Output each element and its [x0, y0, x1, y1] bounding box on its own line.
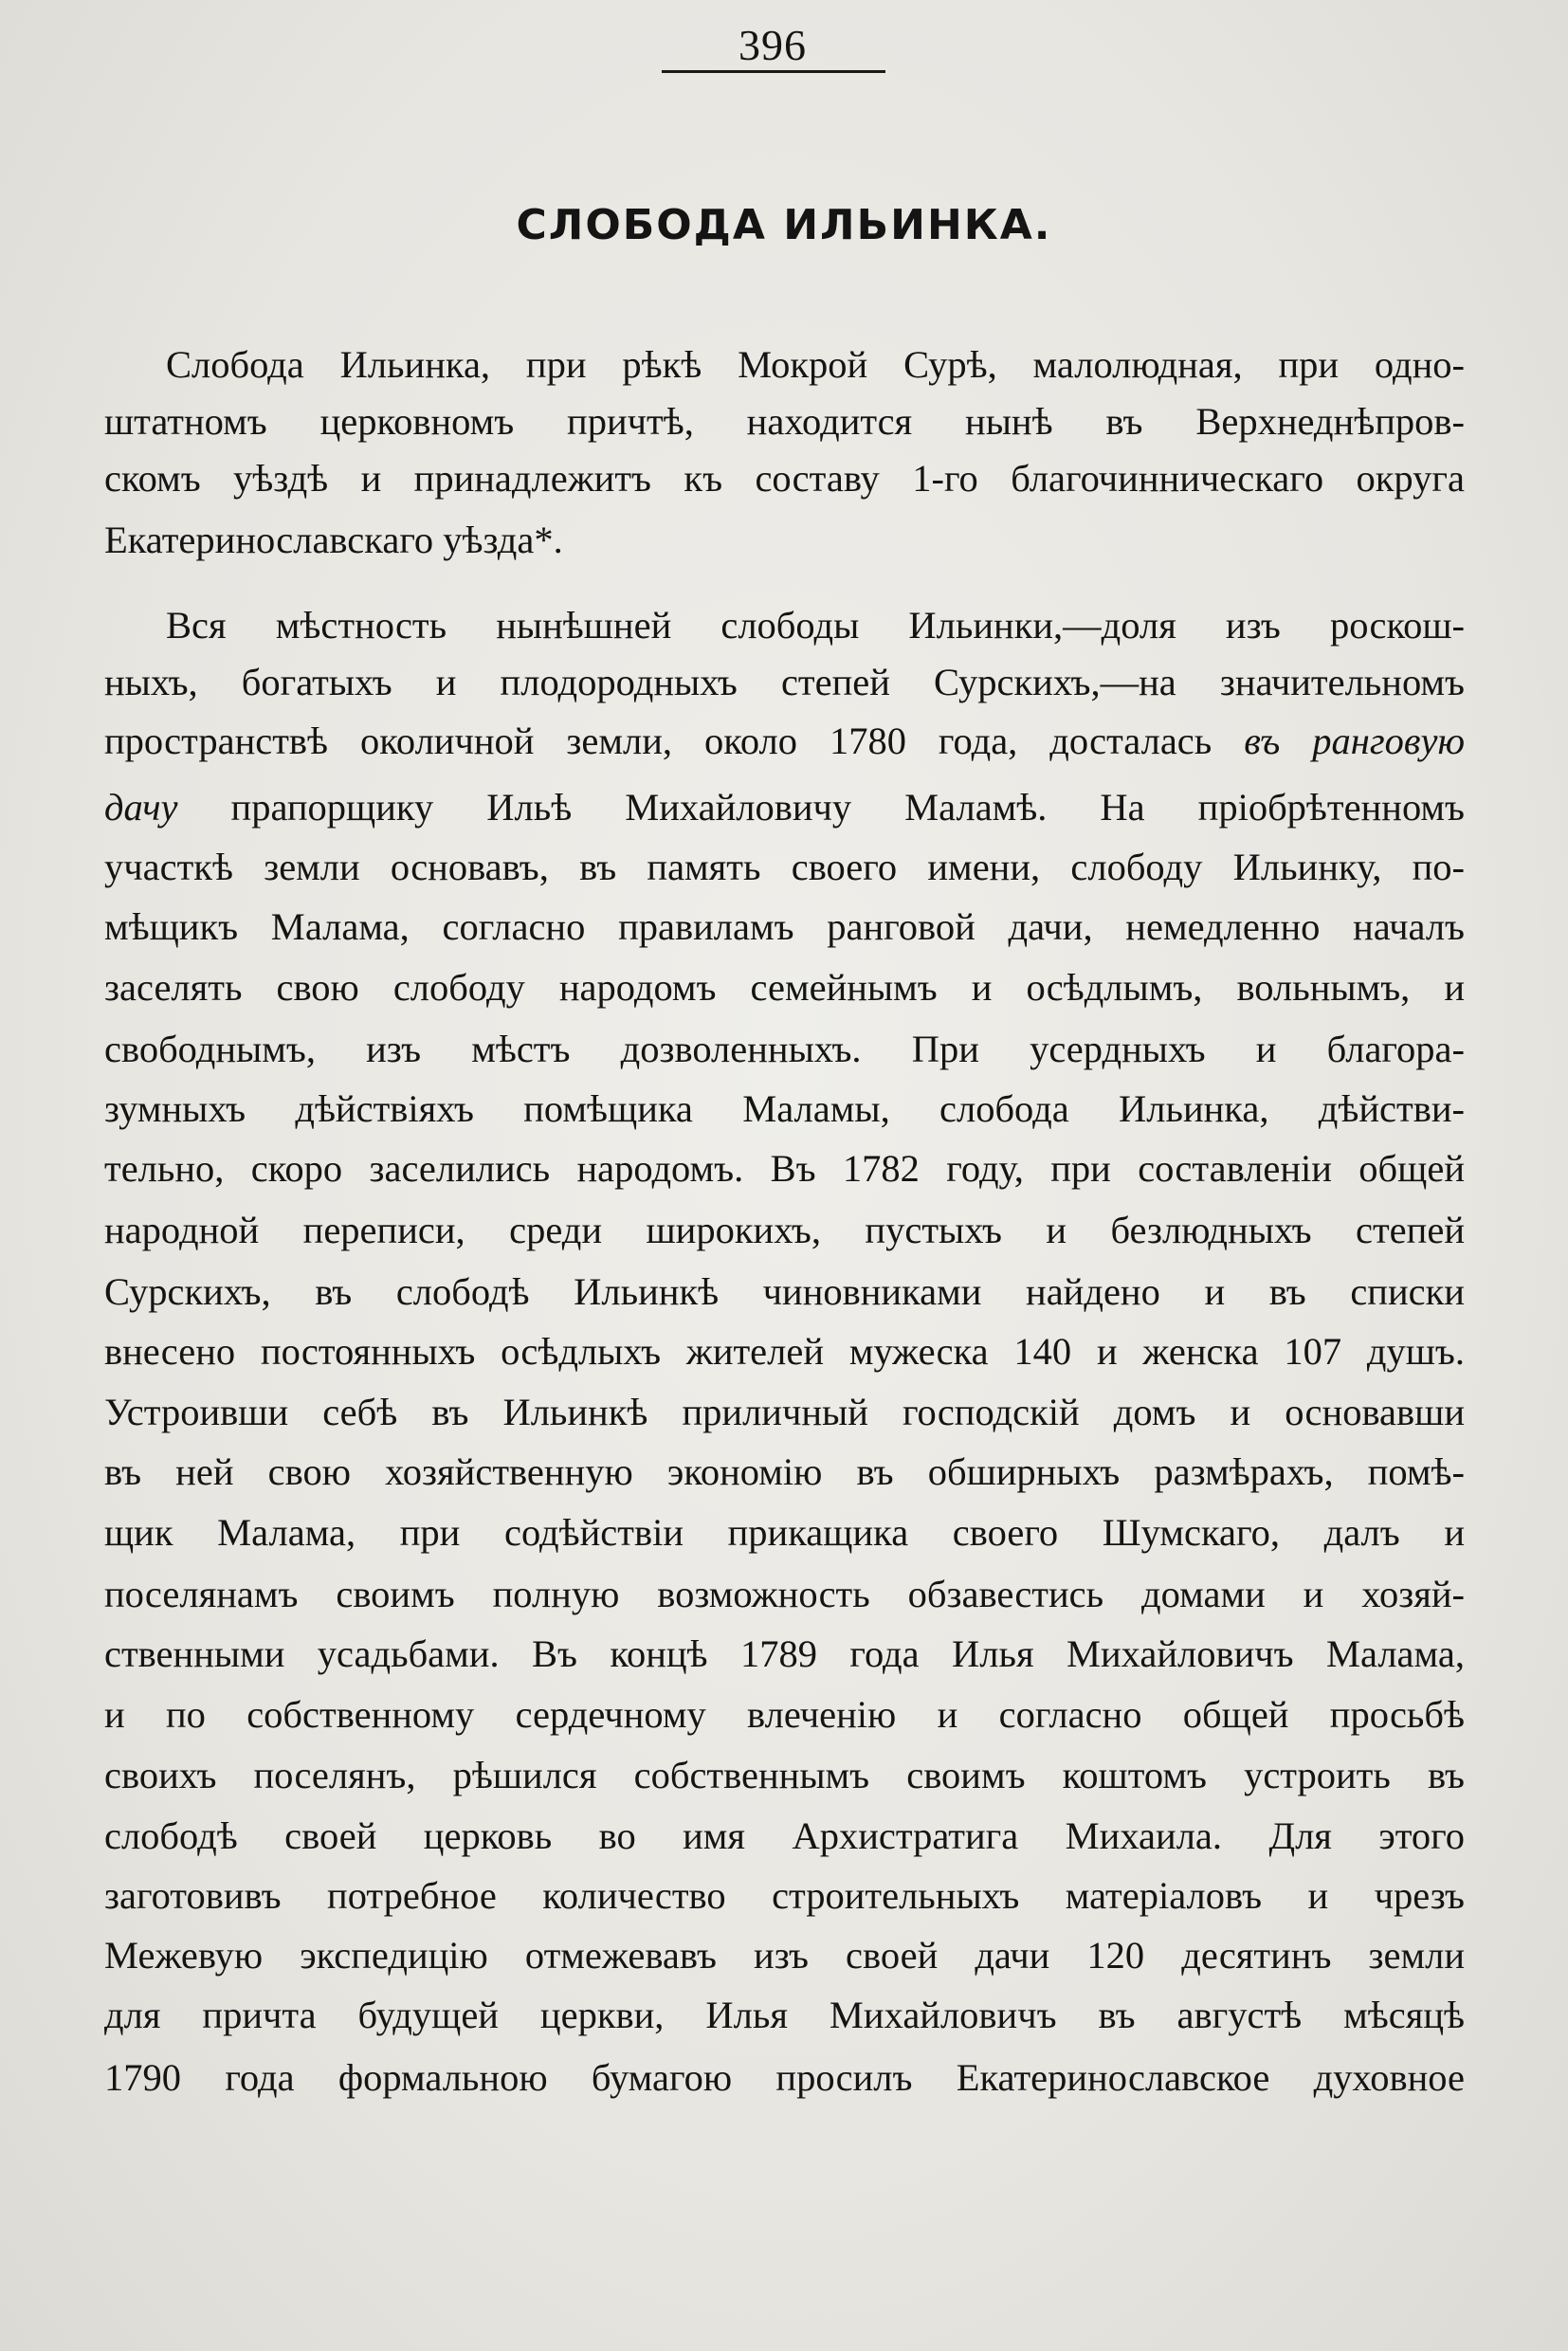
text-line: заселять свою слободу народомъ семейнымъ и осѣдлымъ, вольнымъ, и: [104, 966, 1465, 1009]
text-line: поселянамъ своимъ полную возможность обзавестись домами и хозяй-: [104, 1573, 1465, 1615]
italic-phrase: въ ранговую: [1244, 720, 1465, 762]
text-line: [104, 779, 1465, 836]
italic-phrase: дачу: [104, 786, 178, 829]
text-line: штатномъ церковномъ причтѣ, находится нынѣ въ Верхнеднѣпров-: [104, 400, 1465, 443]
text-line: Вся мѣстность нынѣшней слободы Ильинки,—доля изъ роскош-: [166, 604, 1465, 647]
text-line: Устроивши себѣ въ Ильинкѣ приличный господскій домъ и основавши: [104, 1391, 1465, 1433]
text-line: своихъ поселянъ, рѣшился собственнымъ своимъ коштомъ устроить въ: [104, 1754, 1465, 1796]
text-line: тельно, скоро заселились народомъ. Въ 1782 году, при составленіи общей: [104, 1147, 1465, 1190]
text-line: скомъ уѣздѣ и принадлежитъ къ составу 1-го благочинническаго округа: [104, 457, 1465, 500]
text-line: зумныхъ дѣйствіяхъ помѣщика Маламы, слобода Ильинка, дѣйстви-: [104, 1087, 1465, 1130]
text-line: народной переписи, среди широкихъ, пустыхъ и безлюдныхъ степей: [104, 1209, 1465, 1251]
text-line: и по собственному сердечному влеченію и согласно общей просьбѣ: [104, 1693, 1465, 1736]
page-number-rule: [662, 70, 885, 73]
text-segment: пространствѣ околичной земли, около 1780 года, досталась: [104, 720, 1212, 762]
text-line: мѣщикъ Малама, согласно правиламъ ранговой дачи, немедленно началъ: [104, 905, 1465, 948]
text-line: [104, 713, 1465, 770]
text-line: Слобода Ильинка, при рѣкѣ Мокрой Сурѣ, малолюдная, при одно-: [166, 343, 1465, 386]
chapter-title: СЛОБОДА ИЛЬИНКА.: [516, 201, 1052, 249]
text-line: слободѣ своей церковь во имя Архистратига Михаила. Для этого: [104, 1814, 1465, 1857]
text-line: Межевую экспедицію отмежевавъ изъ своей дачи 120 десятинъ земли: [104, 1934, 1465, 1977]
text-line: 1790 года формальною бумагою просилъ Екатеринославское духовное: [104, 2056, 1465, 2099]
text-line: щик Малама, при содѣйствіи прикащика своего Шумскаго, далъ и: [104, 1511, 1465, 1554]
text-line: Екатеринославскаго уѣзда*.: [104, 519, 563, 561]
text-line: свободнымъ, изъ мѣстъ дозволенныхъ. При усердныхъ и благора-: [104, 1028, 1465, 1070]
text-line: внесено постоянныхъ осѣдлыхъ жителей мужеска 140 и женска 107 душъ.: [104, 1330, 1465, 1373]
text-line: Сурскихъ, въ слободѣ Ильинкѣ чиновниками найдено и въ списки: [104, 1270, 1465, 1313]
text-line: участкѣ земли основавъ, въ память своего имени, слободу Ильинку, по-: [104, 846, 1465, 888]
text-line: въ ней свою хозяйственную экономію въ обширныхъ размѣрахъ, помѣ-: [104, 1450, 1465, 1493]
text-segment: прапорщику Ильѣ Михайловичу Маламѣ. На пріобрѣтенномъ: [230, 786, 1465, 829]
text-line: ныхъ, богатыхъ и плодородныхъ степей Сурскихъ,—на значительномъ: [104, 661, 1465, 703]
text-line: для причта будущей церкви, Илья Михайловичъ въ августѣ мѣсяцѣ: [104, 1994, 1465, 2036]
text-line: ственными усадьбами. Въ концѣ 1789 года Илья Михайловичъ Малама,: [104, 1632, 1465, 1675]
text-line: заготовивъ потребное количество строительныхъ матеріаловъ и чрезъ: [104, 1874, 1465, 1917]
page-number: 396: [738, 21, 807, 69]
